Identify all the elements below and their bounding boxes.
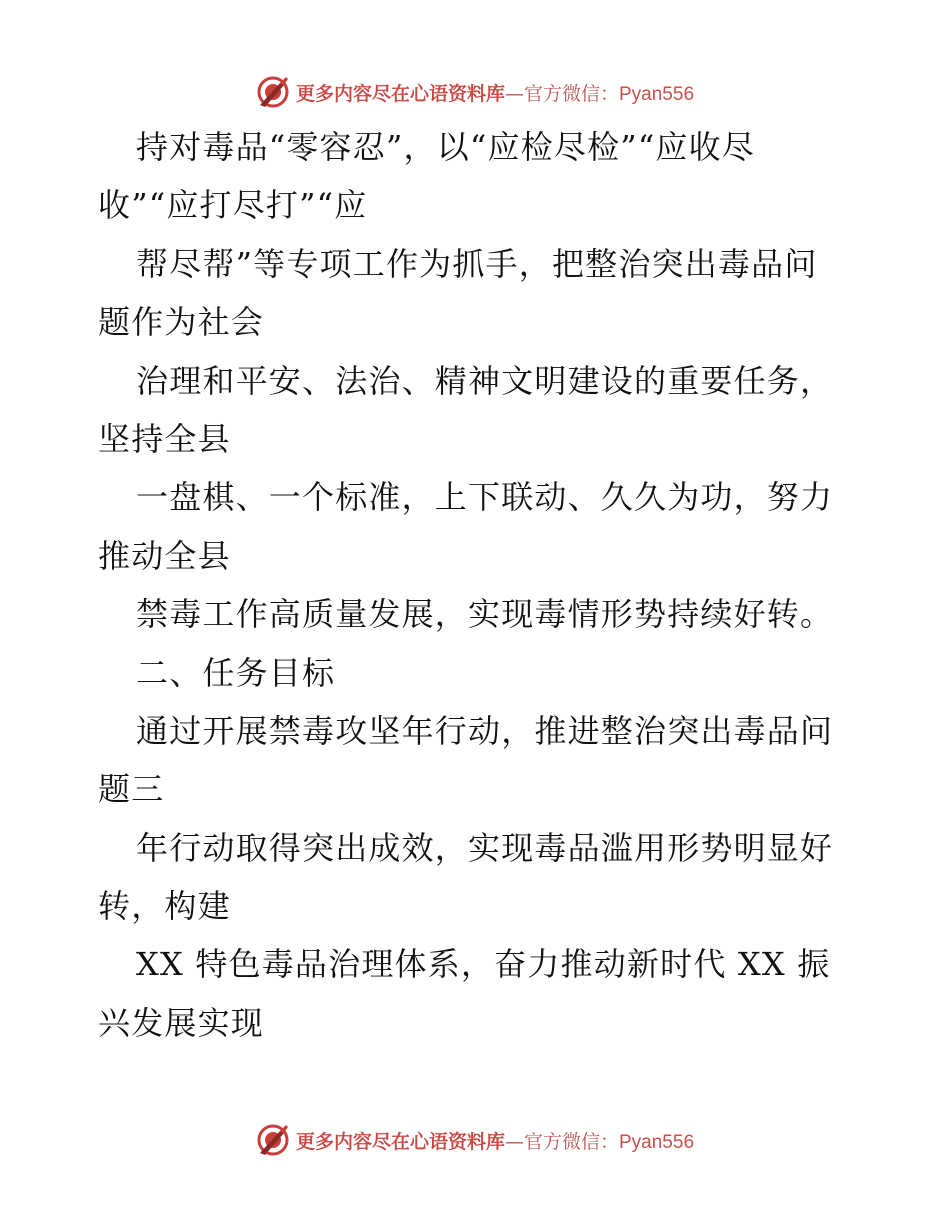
pen-logo-icon [256,75,290,109]
pen-logo-icon [256,1123,290,1157]
watermark-text [296,79,694,106]
text-line: 题作为社会 [98,303,265,342]
text-line: 通过开展禁毒攻坚年行动，推进整治突出毒品问 [136,711,834,750]
header-watermark [0,72,950,112]
watermark-id: Pyan556 [619,83,695,105]
section-heading: 二、任务目标 [136,653,336,692]
watermark-label: 官方微信： [523,82,619,105]
text-line: 禁毒工作高质量发展，实现毒情形势持续好转。 [136,595,834,634]
watermark-dash: — [504,82,524,105]
watermark-brand: 更多内容尽在心语资料库 [295,82,505,105]
watermark-id: Pyan556 [619,1131,695,1153]
watermark-brand: 更多内容尽在心语资料库 [295,1130,505,1153]
text-line: 兴发展实现 [98,1003,265,1042]
text-line: 帮尽帮”等专项工作为抓手，把整治突出毒品问 [136,244,818,283]
text-line: 持对毒品“零容忍”，以“应检尽检”“应收尽 [136,128,755,166]
text-line: 转，构建 [98,887,231,926]
watermark-text [296,1127,694,1154]
watermark-label: 官方微信： [523,1130,619,1153]
text-line: 题三 [98,770,165,809]
text-line: 一盘棋、一个标准，上下联动、久久为功，努力 [136,478,834,517]
watermark-dash: — [504,1130,524,1153]
footer-watermark [0,1120,950,1160]
text-line: 收”“应打尽打”“应 [98,186,368,225]
text-line: 坚持全县 [98,419,231,458]
text-line: 年行动取得突出成效，实现毒品滥用形势明显好 [136,828,834,867]
document-body [98,118,858,1052]
text-line: XX 特色毒品治理体系，奋力推动新时代 XX 振 [136,945,831,984]
text-line: 治理和平安、法治、精神文明建设的重要任务， [136,361,834,400]
text-line: 推动全县 [98,536,231,575]
